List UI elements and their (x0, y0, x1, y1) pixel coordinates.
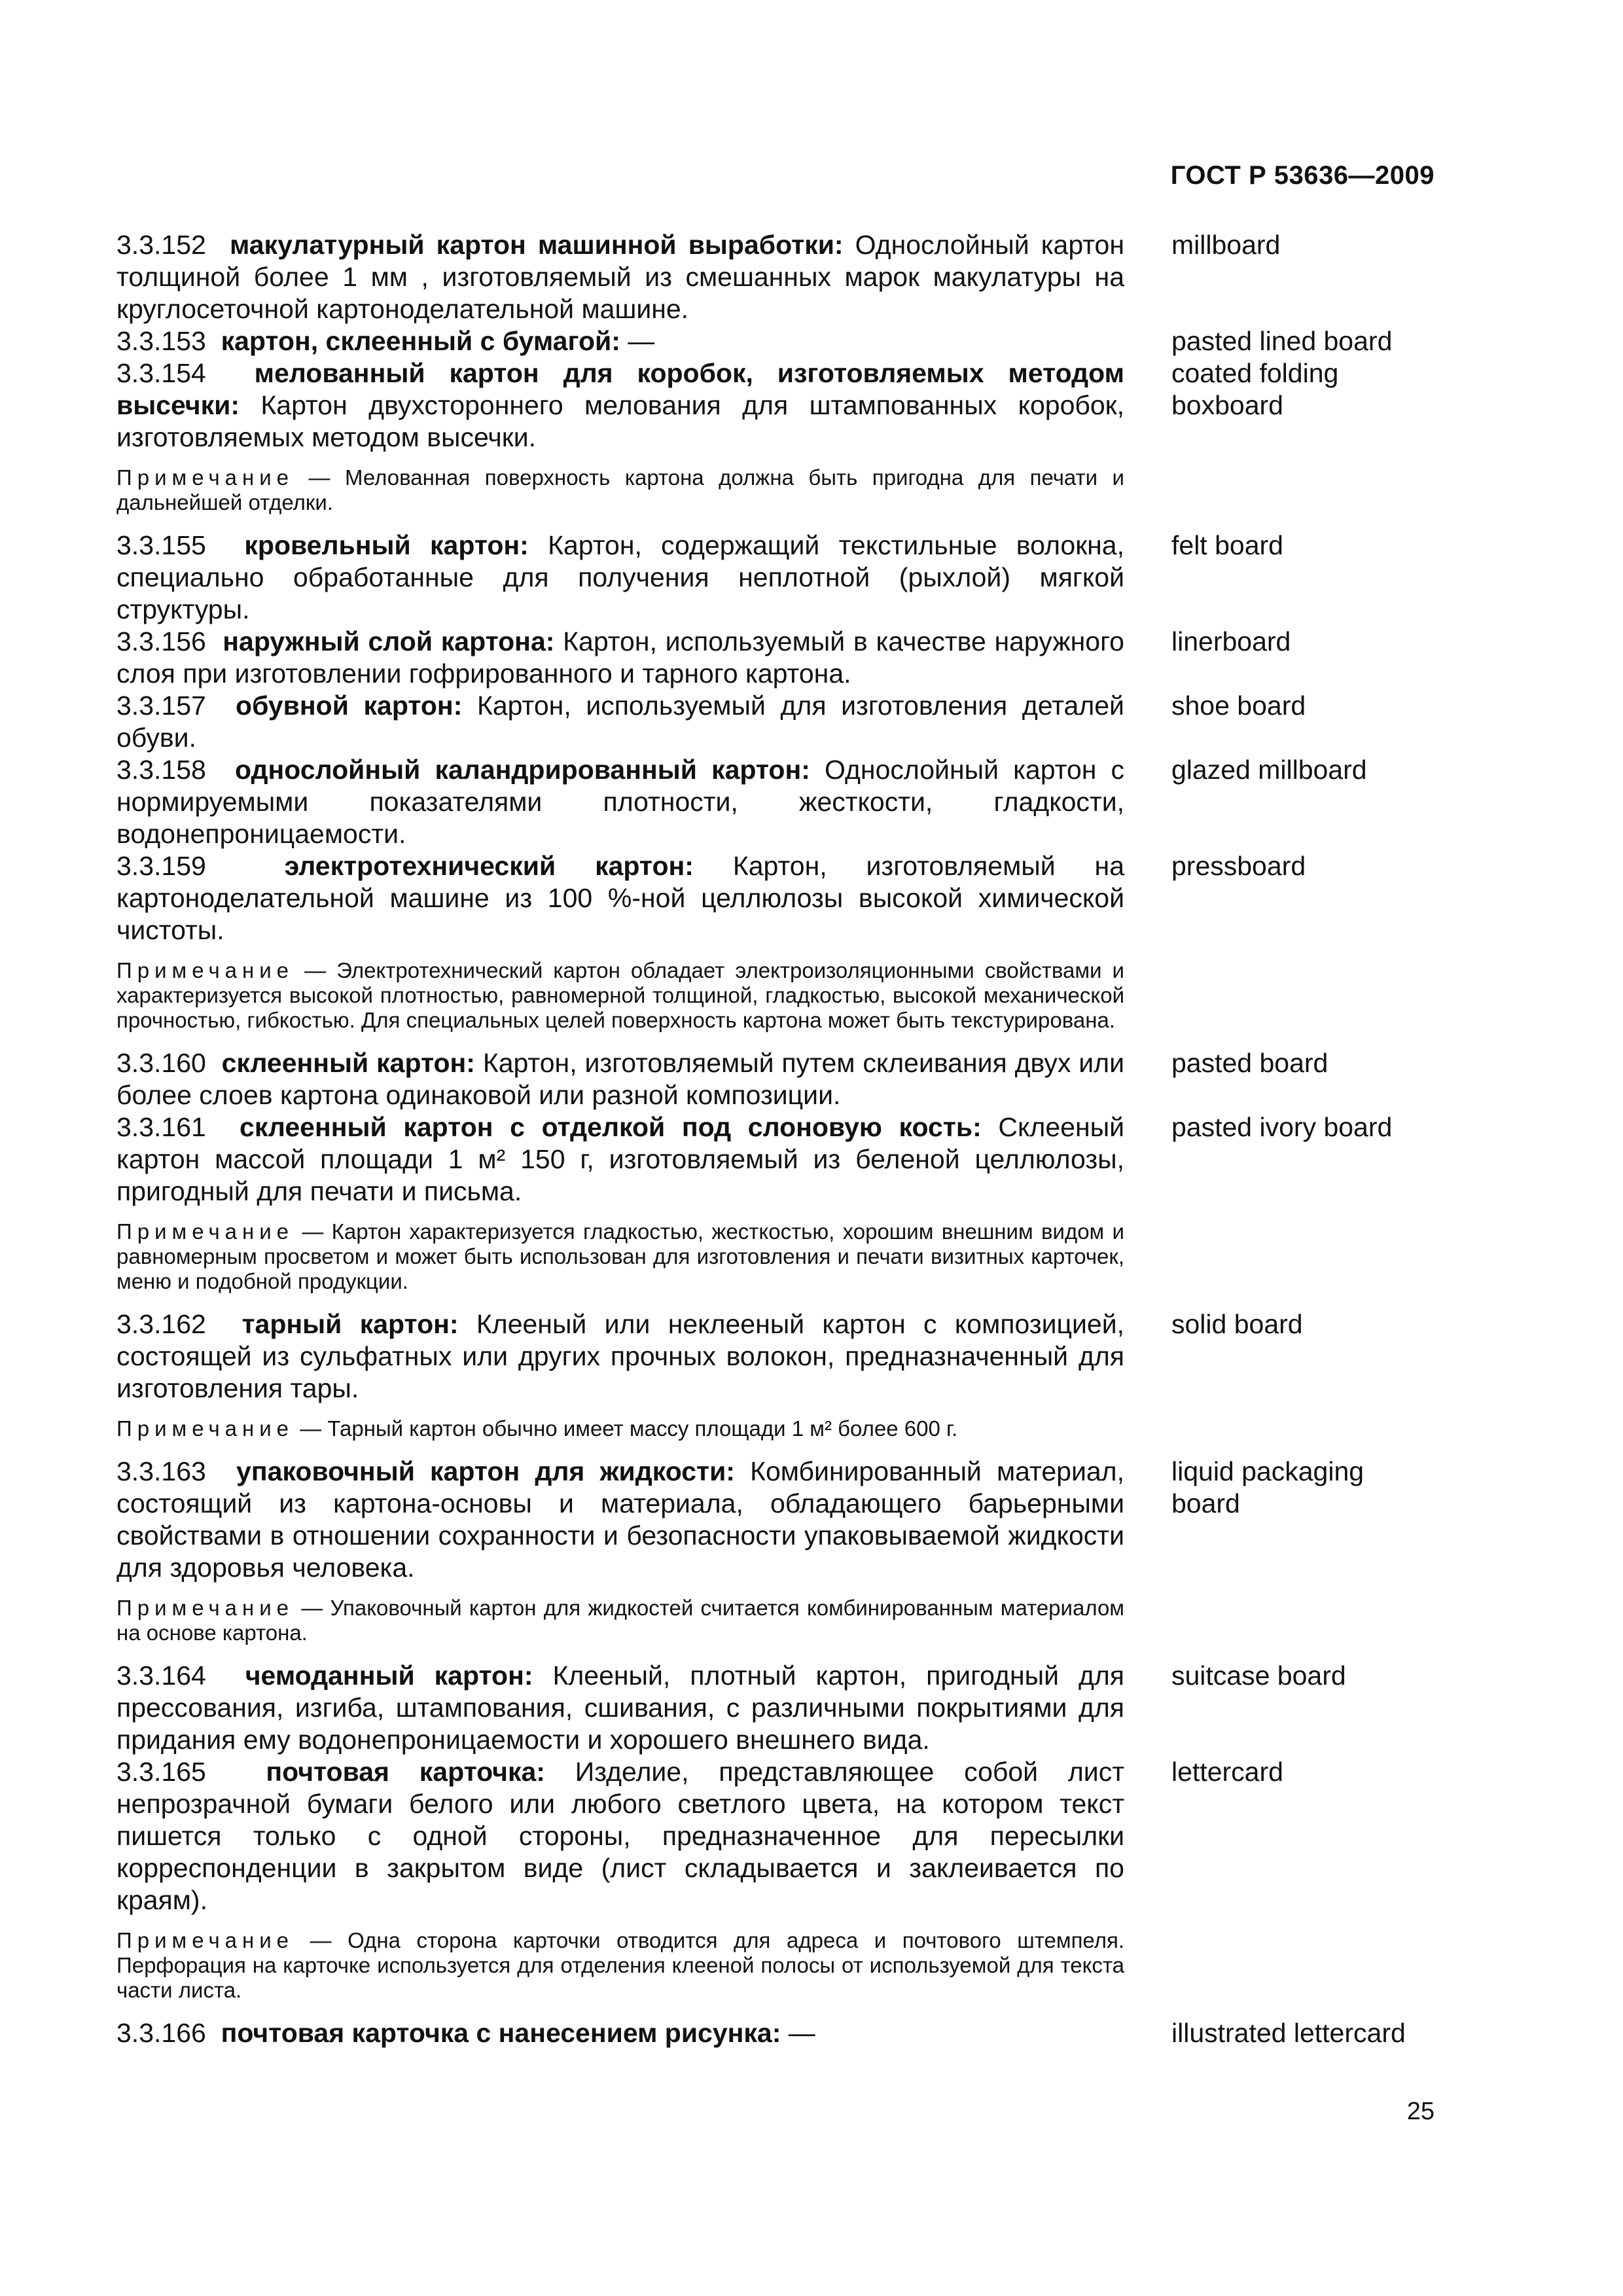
term-english: illustrated lettercard (1171, 2018, 1406, 2048)
term-number: 3.3.158 (116, 755, 206, 785)
term-name: упаковочный картон для жидкости: (236, 1456, 735, 1486)
note-label: Примечание (116, 1416, 294, 1441)
term-number: 3.3.153 (116, 326, 206, 356)
note: Примечание — Тарный картон обычно имеет массу площади 1 м² более 600 г. (116, 1416, 958, 1441)
term-definition: Комбинированный материал, состоящий из картона-основы и материала, обладающего барьерными свойствами в отношении сохранности и безопасности упаковываемой жидкости для здоровья человека. (116, 1456, 1124, 1583)
term-entry (116, 2017, 1438, 2049)
term-definition: Склееный картон массой площади 1 м² 150 г, изготовляемый из беленой целлюлозы, пригодный для печати и письма. (116, 1112, 1124, 1206)
term-english: millboard (1171, 230, 1281, 260)
term-name: картон, склеенный с бумагой: (221, 326, 620, 356)
term-name: почтовая карточка: (266, 1757, 545, 1787)
note-text: Тарный картон обычно имеет массу площади 1 м² более 600 г. (327, 1416, 958, 1441)
term-name: почтовая карточка с нанесением рисунка: (221, 2018, 781, 2048)
term-number: 3.3.161 (116, 1112, 206, 1142)
term-entry (116, 1660, 1438, 1756)
note: Примечание — Мелованная поверхность картона должна быть пригодна для печати и дальнейшей отделки. (116, 465, 1124, 514)
term-name: тарный картон: (241, 1309, 459, 1339)
term-number: 3.3.154 (116, 358, 206, 388)
note-text: Мелованная поверхность картона должна быть пригодна для печати и дальнейшей отделки. (116, 465, 1124, 514)
term-english: pressboard (1171, 851, 1306, 881)
term-entry (116, 754, 1438, 850)
note: Примечание — Электротехнический картон обладает электроизоляционными свойствами и характеризуется высокой плотностью, равномерной толщиной, гладкостью, высокой механической прочностью, гибкостью. Для специальных целей поверхность картона может быть текстурирована. (116, 958, 1124, 1032)
term-definition: Однослойный картон с нормируемыми показателями плотности, жесткости, гладкости, водонепроницаемости. (116, 755, 1124, 849)
term-name: электротехнический картон: (284, 851, 694, 881)
term-name: чемоданный картон: (245, 1660, 533, 1691)
term-name: мелованный картон для коробок, изготовляемых методом высечки: (116, 358, 1124, 420)
term-english: glazed millboard (1171, 755, 1367, 785)
note-text: Картон характеризуется гладкостью, жесткостью, хорошим внешним видом и равномерным просветом и может быть использован для изготовления и печати визитных карточек, меню и подобной продукции. (116, 1219, 1124, 1293)
note-text: Упаковочный картон для жидкостей считается комбинированным материалом на основе картона. (116, 1596, 1124, 1645)
term-entry (116, 325, 1438, 357)
term-name: обувной картон: (236, 691, 463, 721)
term-english: lettercard (1171, 1757, 1283, 1787)
note: Примечание — Упаковочный картон для жидкостей считается комбинированным материалом на основе картона. (116, 1596, 1124, 1645)
term-definition: Картон, используемый для изготовления деталей обуви. (116, 691, 1124, 753)
note-label: Примечание (116, 465, 294, 490)
term-english: felt board (1171, 530, 1283, 560)
term-entry (116, 1456, 1438, 1584)
term-english: coated folding boxboard (1171, 358, 1339, 420)
term-english: solid board (1171, 1309, 1303, 1339)
note: Примечание — Картон характеризуется гладкостью, жесткостью, хорошим внешним видом и равномерным просветом и может быть использован для изготовления и печати визитных карточек, меню и подобной продукции. (116, 1219, 1124, 1293)
term-entry (116, 1756, 1438, 1916)
term-definition: Картон, содержащий текстильные волокна, специально обработанные для получения неплотной (рыхлой) мягкой структуры. (116, 530, 1124, 624)
term-english: linerboard (1171, 626, 1291, 656)
term-definition: Картон, изготовляемый на картоноделательной машине из 100 %-ной целлюлозы высокой химической чистоты. (116, 851, 1124, 945)
note-label: Примечание (116, 1928, 294, 1952)
term-english: suitcase board (1171, 1660, 1346, 1691)
term-number: 3.3.156 (116, 626, 206, 656)
page-number: 25 (1406, 2098, 1435, 2125)
term-english: pasted ivory board (1171, 1112, 1393, 1142)
term-entry (116, 690, 1438, 754)
term-definition: Изделие, представляющее собой лист непрозрачной бумаги белого или любого светлого цвета, на котором текст пишется только с одной стороны, предназначенное для пересылки корреспонденции в закрытом виде (лист складывается и заклеивается по краям). (116, 1757, 1124, 1915)
term-definition: Картон двухстороннего мелования для штампованных коробок, изготовляемых методом высечки. (116, 390, 1124, 452)
term-definition: Клееный, плотный картон, пригодный для прессования, изгиба, штампования, сшивания, с различными покрытиями для придания ему водонепроницаемости и хорошего внешнего вида. (116, 1660, 1124, 1755)
term-name: склеенный картон: (221, 1048, 475, 1078)
term-number: 3.3.159 (116, 851, 206, 881)
term-name: однослойный каландрированный картон: (235, 755, 810, 785)
term-english: liquid packaging board (1171, 1456, 1364, 1518)
term-definition: Однослойный картон толщиной более 1 мм , изготовляемый из смешанных марок макулатуры на круглосеточной картоноделательной машине. (116, 230, 1124, 324)
term-definition: Клееный или неклееный картон с композицией, состоящей из сульфатных или других прочных волокон, предназначенный для изготовления тары. (116, 1309, 1124, 1403)
term-number: 3.3.152 (116, 230, 206, 260)
term-name: макулатурный картон машинной выработки: (229, 230, 844, 260)
term-entry (116, 1047, 1438, 1111)
term-name: наружный слой картона: (223, 626, 555, 656)
term-entry (116, 529, 1438, 626)
standard-header: ГОСТ Р 53636—2009 (1170, 161, 1435, 190)
term-entry (116, 1308, 1438, 1405)
term-entry (116, 850, 1438, 946)
note-label: Примечание (116, 1596, 294, 1620)
term-number: 3.3.162 (116, 1309, 206, 1339)
term-number: 3.3.166 (116, 2018, 206, 2048)
term-name: кровельный картон: (244, 530, 529, 560)
term-entry (116, 357, 1438, 454)
term-definition: — (788, 2018, 815, 2048)
note-text: Электротехнический картон обладает электроизоляционными свойствами и характеризуется высокой плотностью, равномерной толщиной, гладкостью, высокой механической прочностью, гибкостью. Для специальных целей поверхность картона может быть текстурирована. (116, 958, 1124, 1032)
term-number: 3.3.163 (116, 1456, 206, 1486)
term-english: pasted lined board (1171, 326, 1393, 356)
term-definition: Картон, используемый в качестве наружного слоя при изготовлении гофрированного и тарного картона. (116, 626, 1124, 689)
note-label: Примечание (116, 1219, 294, 1244)
term-number: 3.3.164 (116, 1660, 206, 1691)
term-number: 3.3.165 (116, 1757, 206, 1787)
term-entry (116, 626, 1438, 690)
term-entry (116, 229, 1438, 325)
term-english: shoe board (1171, 691, 1306, 721)
term-number: 3.3.157 (116, 691, 206, 721)
terms-list (116, 229, 1438, 2049)
term-entry (116, 1111, 1438, 1208)
note-label: Примечание (116, 958, 294, 982)
note: Примечание — Одна сторона карточки отводится для адреса и почтового штемпеля. Перфорация на карточке используется для отделения клееной полосы от используемой для текста части листа. (116, 1928, 1124, 2002)
note-text: Одна сторона карточки отводится для адреса и почтового штемпеля. Перфорация на карточке используется для отделения клееной полосы от используемой для текста части листа. (116, 1928, 1124, 2002)
term-definition: — (628, 326, 655, 356)
term-number: 3.3.160 (116, 1048, 206, 1078)
term-english: pasted board (1171, 1048, 1329, 1078)
term-number: 3.3.155 (116, 530, 206, 560)
term-definition: Картон, изготовляемый путем склеивания двух или более слоев картона одинаковой или разной композиции. (116, 1048, 1124, 1110)
term-name: склеенный картон с отделкой под слоновую кость: (240, 1112, 982, 1142)
